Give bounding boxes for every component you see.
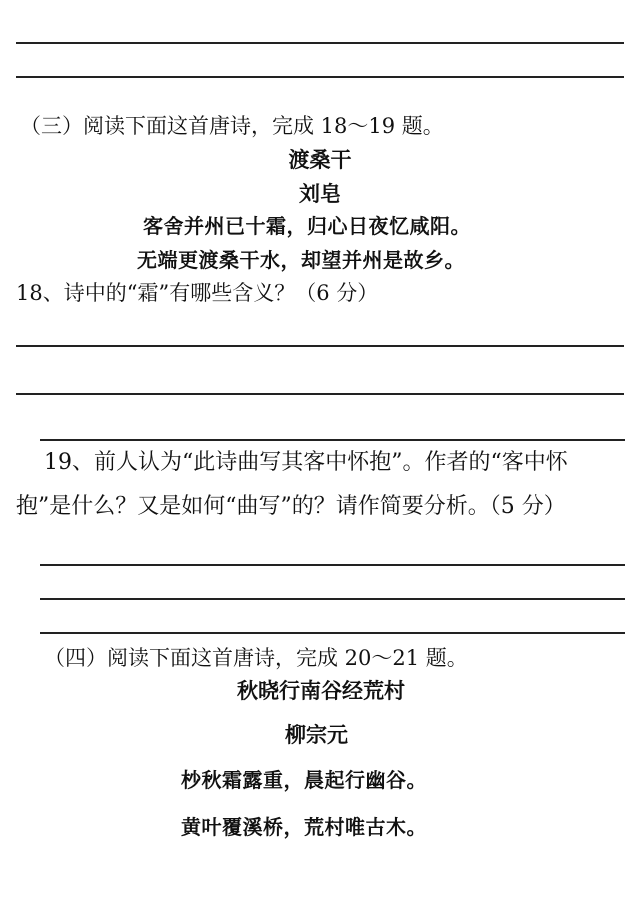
answer-line-q18-3 xyxy=(40,439,625,441)
answer-line-q19-3 xyxy=(40,632,625,634)
section3-poem-author: 刘皂 xyxy=(299,181,341,206)
section3-heading: （三）阅读下面这首唐诗，完成 18～19 题。 xyxy=(20,114,444,138)
section3-poem-line-2: 无端更渡桑干水，却望并州是故乡。 xyxy=(137,248,465,272)
question-19-line-2: 抱”是什么？又是如何“曲写”的？请作简要分析。（5 分） xyxy=(16,494,566,519)
section3-poem-line-1: 客舍并州已十霜，归心日夜忆咸阳。 xyxy=(143,214,471,238)
answer-line-q19-1 xyxy=(40,564,625,566)
answer-line-top-1 xyxy=(16,42,624,44)
question-18: 18、诗中的“霜”有哪些含义？（6 分） xyxy=(16,281,379,305)
answer-line-q18-2 xyxy=(16,393,624,395)
answer-line-q19-2 xyxy=(40,598,625,600)
answer-line-q18-1 xyxy=(16,345,624,347)
section4-poem-author: 柳宗元 xyxy=(285,722,348,747)
section4-poem-line-1: 杪秋霜露重，晨起行幽谷。 xyxy=(181,768,427,792)
answer-line-top-2 xyxy=(16,76,624,78)
question-19-line-1: 19、前人认为“此诗曲写其客中怀抱”。作者的“客中怀 xyxy=(44,450,568,475)
section4-poem-title: 秋晓行南谷经荒村 xyxy=(237,678,405,703)
section4-poem-line-2: 黄叶覆溪桥，荒村唯古木。 xyxy=(181,815,427,839)
section4-heading: （四）阅读下面这首唐诗，完成 20～21 题。 xyxy=(44,646,468,670)
section3-poem-title: 渡桑干 xyxy=(288,147,352,172)
